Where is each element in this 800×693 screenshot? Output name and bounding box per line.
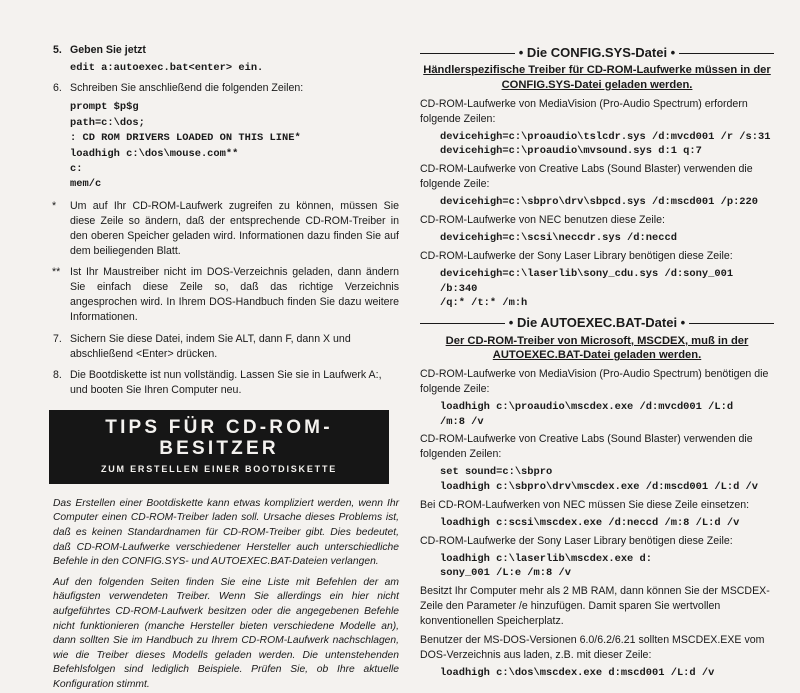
code-line: path=c:\dos; (70, 116, 145, 129)
code-line: loadhigh c:\laserlib\mscdex.exe d: (440, 552, 653, 565)
left-column (53, 0, 399, 693)
code-line: devicehigh=c:\sbpro\drv\sbpcd.sys /d:mscd001 /p:220 (440, 196, 759, 209)
code-line: loadhigh c:scsi\mscdex.exe /d:neccd /m:8 /L:d /v (440, 516, 740, 529)
heading-rule (420, 323, 505, 324)
code-line: /m:8 /v (440, 415, 484, 428)
paragraph: CD-ROM-Laufwerke von MediaVision (Pro-Audio Spectrum) benötigen die folgende Zeile: (420, 367, 769, 395)
code-line: loadhigh c:\dos\mouse.com** (70, 147, 239, 160)
paragraph: CD-ROM-Laufwerke von NEC benutzen diese Zeile: (420, 214, 665, 226)
step-number: 8. (53, 369, 62, 382)
banner-title: TIPS FÜR CD-ROM-BESITZER (105, 417, 333, 460)
paragraph: CD-ROM-Laufwerke von Creative Labs (Sound Blaster) verwenden die folgende Zeile: (420, 163, 753, 191)
code-line: prompt $p$g (70, 101, 139, 114)
step-number: 7. (53, 333, 62, 346)
code-line: : CD ROM DRIVERS LOADED ON THIS LINE* (70, 132, 301, 145)
paragraph: CD-ROM-Laufwerke der Sony Laser Library benötigen diese Zeile: (420, 249, 733, 262)
code-line: set sound=c:\sbpro (440, 466, 553, 479)
code-block (420, 552, 774, 582)
code-line: edit a:autoexec.bat<enter> ein. (70, 62, 264, 75)
code-line: devicehigh=c:\proaudio\tslcdr.sys /d:mvcd001 /r /s:31 (440, 130, 771, 143)
section-heading-config (420, 44, 774, 62)
code-line: mem/c (70, 178, 102, 191)
banner-subtitle: ZUM ERSTELLEN EINER BOOTDISKETTE (100, 463, 338, 474)
code-line: devicehigh=c:\laserlib\sony_cdu.sys /d:sony_001 /b:340 (440, 267, 734, 295)
heading-rule (689, 323, 774, 324)
heading-rule (420, 53, 515, 54)
code-block (420, 400, 774, 430)
footnote-single (53, 199, 399, 259)
footnote-double (53, 265, 399, 325)
section-subheading: Der CD-ROM-Treiber von Microsoft, MSCDEX, muß in der AUTOEXEC.BAT-Datei geladen werden. (445, 334, 749, 362)
code-block (420, 267, 774, 311)
step-text: Sichern Sie diese Datei, indem Sie ALT, dann F, dann X und abschließend <Enter> drücken. (70, 333, 351, 361)
step-5 (53, 43, 399, 58)
code-block (420, 516, 774, 531)
paragraph: Benutzer der MS-DOS-Versionen 6.0/6.2/6.21 sollten MSCDEX.EXE vom DOS-Verzeichnis aus laden, z.B. mit dieser Zeile: (420, 634, 765, 662)
tips-banner (49, 410, 389, 484)
code-line: sony_001 /L:e /m:8 /v (440, 567, 571, 580)
code-block (53, 61, 399, 76)
paragraph: Bei CD-ROM-Laufwerken von NEC müssen Sie diese Zeile einsetzen: (420, 498, 750, 511)
section-title: • Die AUTOEXEC.BAT-Datei • (508, 315, 686, 331)
code-line: devicehigh=c:\proaudio\mvsound.sys d:1 q:7 (440, 145, 702, 158)
step-number: 5. (53, 44, 62, 56)
paragraph: CD-ROM-Laufwerke von MediaVision (Pro-Audio Spectrum) erfordern folgende Zeilen: (420, 97, 748, 125)
code-line: c: (70, 163, 83, 176)
footnote-text: Ist Ihr Maustreiber nicht im DOS-Verzeichnis geladen, dann ändern Sie einfach diese Zeile so, daß das richtige Verzeichnis angesprochen wird. In Ihrem DOS-Handbuch finden Sie dazu weitere Informationen. (70, 265, 399, 324)
step-text: Schreiben Sie anschließend die folgenden Zeilen: (70, 82, 304, 95)
paragraph: Besitzt Ihr Computer mehr als 2 MB RAM, dann können Sie der MSCDEX-Zeile den Parameter /e hinzufügen. Damit sparen Sie wertvollen konventionellen Speicherplatz. (420, 585, 770, 628)
code-line: loadhigh c:\sbpro\drv\mscdex.exe /d:mscd001 /L:d /v (440, 481, 759, 494)
code-block (420, 195, 774, 210)
code-block (420, 130, 774, 160)
step-6 (53, 81, 399, 96)
footnote-mark: * (52, 199, 57, 212)
intro-paragraph: Das Erstellen einer Bootdiskette kann etwas kompliziert werden, wenn Ihr Computer einen CD-ROM-Treiber laden soll. Ursache dieses Problems ist, daß es keinen Standardnamen für CD-ROM-Treiber gibt. Dies bedeutet, daß CD-ROM-Laufwerke verschiedener Hersteller auch unterschiedliche Befehle in den CONFIG.SYS- und AUTOEXEC.BAT-Dateien verlangen. (53, 497, 399, 568)
step-number: 6. (53, 82, 62, 95)
section-title: • Die CONFIG.SYS-Datei • (518, 45, 676, 60)
section-subheading: Händlerspezifische Treiber für CD-ROM-Laufwerke müssen in der CONFIG.SYS-Datei geladen werden. (423, 64, 771, 92)
right-column (420, 0, 774, 681)
footnote-mark: ** (52, 265, 61, 278)
code-block (420, 231, 774, 246)
footnote-text: Um auf Ihr CD-ROM-Laufwerk zugreifen zu können, müssen Sie diese Zeile so ändern, daß der entsprechende CD-ROM-Treiber in den oberen Speicher geladen wird. Informationen dazu finden Sie auf dem beiliegenden Blatt. (70, 199, 399, 257)
code-line: devicehigh=c:\scsi\neccdr.sys /d:neccd (440, 232, 677, 245)
step-7 (53, 332, 399, 362)
code-line: loadhigh c:\proaudio\mscdex.exe /d:mvcd001 /L:d (440, 400, 734, 413)
step-8 (53, 368, 399, 398)
paragraph: CD-ROM-Laufwerke der Sony Laser Library benötigen diese Zeile: (420, 534, 733, 547)
code-block (53, 100, 399, 192)
paragraph: CD-ROM-Laufwerke von Creative Labs (Sound Blaster) verwenden die folgenden Zeilen: (420, 433, 753, 461)
code-line: /q:* /t:* /m:h (440, 297, 528, 310)
step-text: Geben Sie jetzt (70, 44, 146, 56)
intro-paragraph: Auf den folgenden Seiten finden Sie eine Liste mit Befehlen der am häufigsten verwendeten Treiber. Wenn Sie allerdings ein hier nicht aufgeführtes CD-ROM-Laufwerk besitzen oder die angegebenen Befehle nicht funktionieren (manche Hersteller bieten verschiedene Modelle an), dann sollten Sie im Handbuch zu Ihrem CD-ROM-Laufwerk nachschlagen, wie die Treiber dieses Modells geladen werden. Die untenstehenden Befehlsfolgen sind lediglich Beispiele. Prüfen Sie, ob Ihre aktuelle Konfiguration stimmt. (53, 576, 399, 691)
heading-rule (679, 53, 774, 54)
code-block (420, 465, 774, 495)
step-text: Die Bootdiskette ist nun vollständig. Lassen Sie sie in Laufwerk A:, und booten Sie Ihren Computer neu. (70, 369, 382, 397)
section-heading-autoexec (420, 314, 774, 332)
code-line: loadhigh c:\dos\mscdex.exe d:mscd001 /L:d /v (440, 667, 715, 680)
